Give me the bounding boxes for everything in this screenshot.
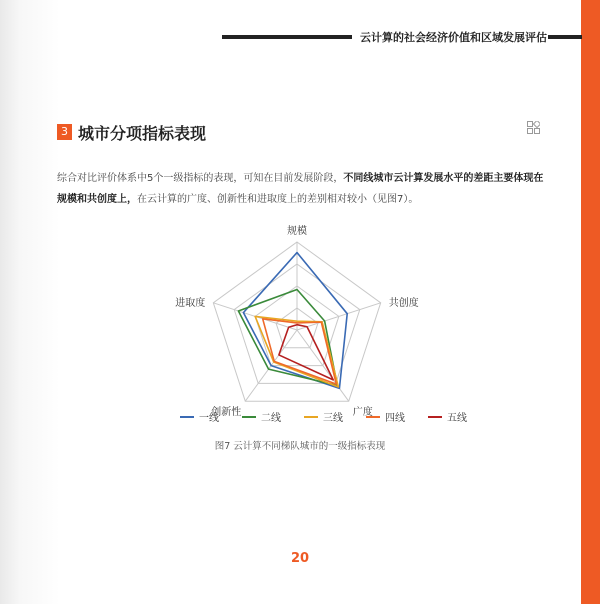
paragraph-text-1: 综合对比评价体系中5个一级指标的表现，可知在目前发展阶段，: [57, 173, 344, 184]
legend-label: 二线: [261, 413, 281, 424]
legend-label: 一线: [199, 413, 219, 424]
radar-axis-label: 创新性: [211, 407, 242, 419]
legend-label: 三线: [323, 413, 343, 424]
section-number-badge: 3: [57, 124, 72, 140]
radar-axis-label: 进取度: [175, 297, 206, 309]
radar-axis-label: 广度: [352, 407, 373, 419]
legend-label: 四线: [385, 413, 405, 424]
page-number: 20: [290, 551, 310, 566]
paragraph-emphasis: 不同线城市云计算发展水平的差距主要体现在规模和共创度上，: [57, 173, 544, 205]
radar-axis-label: 共创度: [388, 297, 419, 309]
radar-axis-label: 规模: [287, 226, 307, 237]
header-title: 云计算的社会经济价值和区域发展评估: [360, 31, 547, 44]
paragraph-text-2: 在云计算的广度、创新性和进取度上的差别相对较小（见图7）。: [137, 194, 419, 205]
radar-spoke: [297, 303, 381, 330]
legend-label: 五线: [447, 413, 467, 424]
figure-caption: 图7 云计算不同梯队城市的一级指标表现: [214, 441, 386, 452]
section-title: 城市分项指标表现: [78, 124, 207, 143]
